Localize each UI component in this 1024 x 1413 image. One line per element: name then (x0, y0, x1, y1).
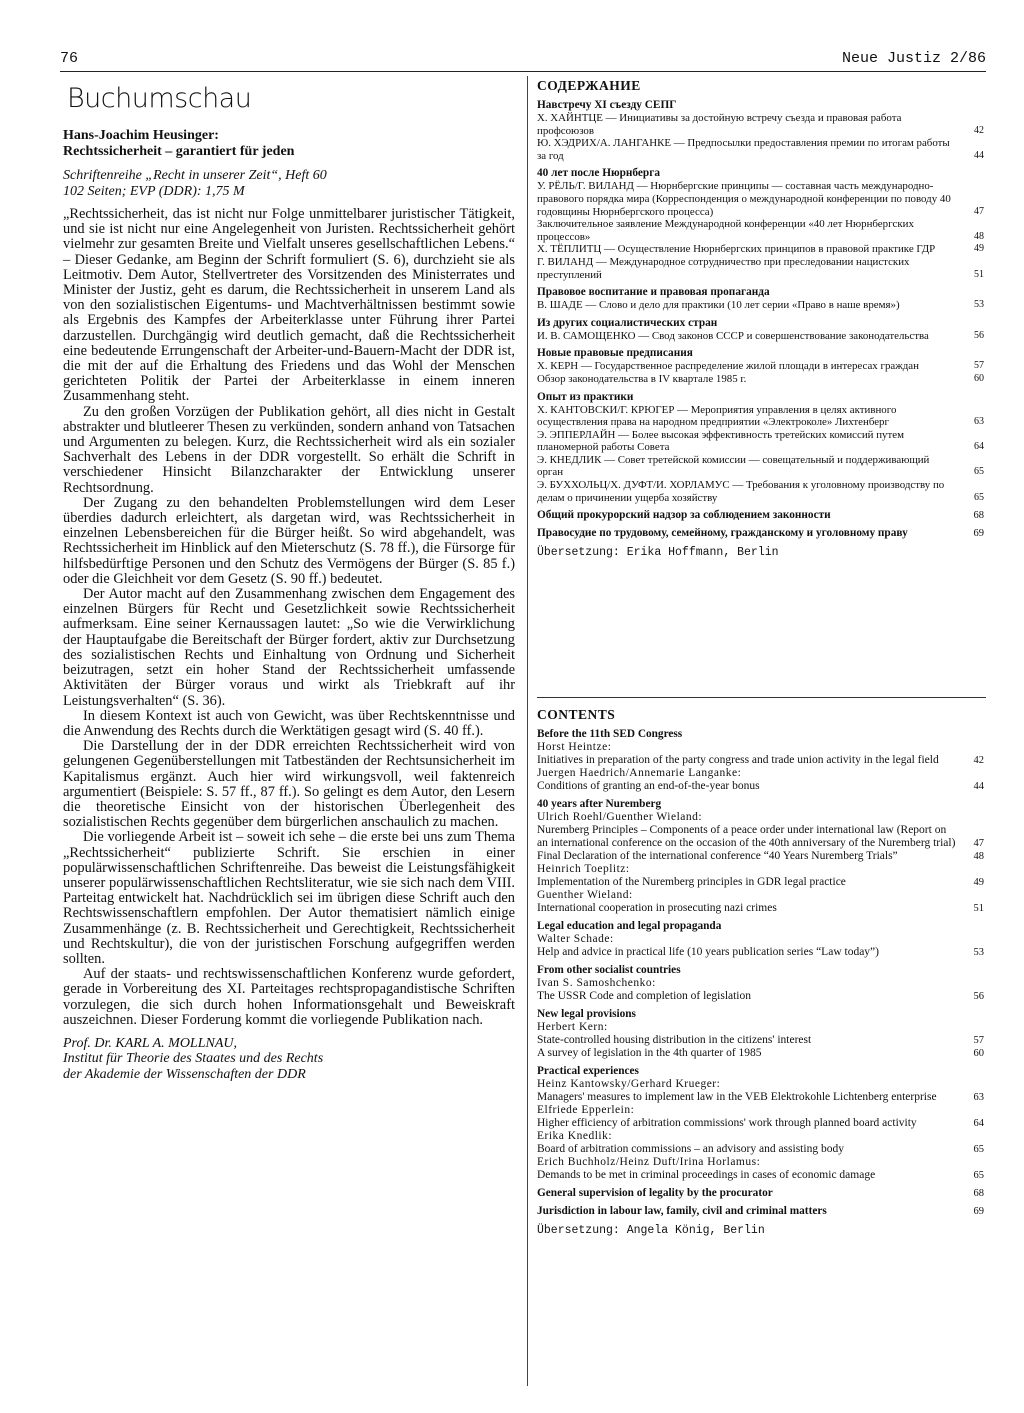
page-ref: 68 (973, 1188, 984, 1199)
page-ref: 49 (974, 243, 984, 255)
toc-section: Новые правовые предписания (537, 347, 693, 360)
page-ref: 42 (974, 124, 984, 136)
toc-item: Heinrich Toeplitz: Implementation of the Nuremberg principles in GDR legal practice 49 (537, 863, 984, 888)
toc-section: Общий прокурорский надзор за соблюдением законности 68 (537, 509, 984, 522)
review-body (63, 207, 515, 1028)
toc-item: Herbert Kern: State-controlled housing distribution in the citizens' interest 57 (537, 1021, 984, 1046)
reviewer-academy: der Akademie der Wissenschaften der DDR (63, 1066, 306, 1082)
contents-separator (537, 697, 986, 698)
toc-author: Elfriede Epperlein: (537, 1104, 635, 1116)
toc-section: 40 years after Nuremberg (537, 798, 662, 810)
toc-item: Heinz Kantowsky/Gerhard Krueger: Managers' measures to implement law in the VEB Elektrokohle Lichtenberg enterprise 63 (537, 1078, 984, 1103)
toc-section: Jurisdiction in labour law, family, civil and criminal matters 69 (537, 1205, 984, 1217)
page-ref: 57 (973, 1035, 984, 1046)
page-ref: 68 (973, 510, 984, 522)
page-ref: 48 (974, 230, 984, 242)
book-meta: 102 Seiten; EVP (DDR): 1,75 M (63, 184, 245, 199)
toc-section: Legal education and legal propaganda (537, 920, 722, 932)
page-ref: 53 (973, 947, 984, 958)
page-ref: 47 (974, 205, 984, 217)
page-ref: 65 (973, 1144, 984, 1155)
reviewer-name: Prof. Dr. KARL A. MOLLNAU, (63, 1035, 237, 1051)
toc-author: Erika Knedlik: (537, 1130, 613, 1142)
toc-item: Обзор законодательства в IV квартале 1985 г. 60 (537, 372, 984, 385)
toc-item: Horst Heintze: Initiatives in preparation of the party congress and trade union activity in the legal field 42 (537, 741, 984, 766)
translator-credit: Übersetzung: Angela König, Berlin (537, 1224, 765, 1237)
toc-section: New legal provisions (537, 1008, 636, 1020)
toc-item: Э. КНЕДЛИК — Совет третейской комиссии — совещательный и поддерживающий орган 65 (537, 453, 984, 479)
toc-section: From other socialist countries (537, 964, 681, 976)
journal-issue: Neue Justiz 2/86 (841, 50, 986, 67)
paragraph: Zu den großen Vorzügen der Publikation gehört, all dies nicht in Gestalt abstrakter und blutleerer Thesen zu verkünden, sondern anhand von Tatsachen und Argumenten zu belegen. Kurz, die Rechtssicherheit wird als ein sozialer Sachverhalt des Lebens in der DDR vorgestellt. So erhält die Schrift in verschiedener Hinsicht Bilanzcharakter der Entwicklung unserer Rechtsordnung. (63, 403, 515, 496)
toc-section: Practical experiences (537, 1065, 639, 1077)
toc-section: General supervision of legality by the procurator 68 (537, 1187, 984, 1199)
page-ref: 51 (973, 903, 984, 914)
toc-section: Опыт из практики (537, 390, 634, 403)
toc-item: У. РЁЛЬ/Г. ВИЛАНД — Нюрнбергские принципы — составная часть международно-правового порядка мира (Корреспонденция о международной конференции по поводу 40 годовщины Нюрнбергского процесса) 47 (537, 180, 984, 218)
toc-author: Ivan S. Samoshchenko: (537, 977, 656, 989)
page-ref: 64 (974, 441, 984, 453)
toc-section: Before the 11th SED Congress (537, 728, 683, 740)
reviewer-institute: Institut für Theorie des Staates und des Rechts (63, 1051, 324, 1067)
page-ref: 48 (973, 851, 984, 862)
paragraph: Der Autor macht auf den Zusammenhang zwischen dem Engagement des einzelnen Bürgers für Recht und Gesetzlichkeit sowie Rechtssicherheit aufmerksam. Eine seiner Kernaussagen lautet: „So wie die Verwirklichung der Hauptaufgabe die Bereitschaft der Bürger fordert, aktiv zur Durchsetzung des sozialistischen Rechts und Einhaltung von Ordnung und Sicherheit beizutragen, setzt ein hoher Stand der Rechtssicherheit umfassende Aktivitäten der Bürger voraus und wirkt als Triebkraft auf ihr Leistungsverhalten“ (S. 36). (63, 586, 515, 709)
page-ref: 53 (974, 299, 984, 311)
book-author: Hans-Joachim Heusinger: (63, 128, 219, 143)
toc-author: Heinz Kantowsky/Gerhard Krueger: (537, 1078, 721, 1090)
page-ref: 56 (974, 329, 984, 341)
toc-item: Walter Schade: Help and advice in practical life (10 years publication series “Law today”) 53 (537, 933, 984, 958)
page-ref: 57 (974, 360, 984, 372)
book-series: Schriftenreihe „Recht in unserer Zeit“, Heft 60 (63, 168, 327, 183)
paragraph: In diesem Kontext ist auch von Gewicht, was über Rechtskenntnisse und die Anwendung des Rechts durch die Werktätigen gesagt wird (S. 40 ff.). (63, 707, 515, 739)
toc-item: Заключительное заявление Международной конференции «40 лет Нюрнбергских процессов» 48 (537, 218, 984, 243)
book-review (63, 84, 515, 1082)
toc-section: Правовое воспитание и правовая пропаганда (537, 286, 770, 299)
toc-item: Э. БУХХОЛЬЦ/Х. ДУФТ/И. ХОРЛАМУС — Требования к уголовному производству по делам о причинении ущерба хозяйству 65 (537, 479, 984, 504)
toc-item: Erich Buchholz/Heinz Duft/Irina Horlamus: Demands to be met in criminal proceedings in cases of economic damage 65 (537, 1156, 984, 1181)
toc-item: A survey of legislation in the 4th quarter of 1985 60 (537, 1047, 984, 1059)
toc-item: Guenther Wieland: International cooperation in prosecuting nazi crimes 51 (537, 889, 984, 914)
paragraph: Der Zugang zu den behandelten Problemstellungen wird dem Leser überdies dadurch erleichtert, als dargetan wird, was Rechtssicherheit in einzelnen Lebensbereichen für die Bürger heißt. So wird abgehandelt, was Rechtssicherheit im Hinblick auf den Mieterschutz (S. 78 ff.), die Fürsorge für hilfsbedürftige Personen und den Schutz des Vermögens der Bürger (S. 85 f.) oder die Gleichheit vor dem Gesetz (S. 90 ff.) bedeutet. (63, 494, 515, 587)
page-ref: 65 (974, 491, 984, 503)
toc-author: Juergen Haedrich/Annemarie Langanke: (537, 767, 742, 779)
page-ref: 56 (973, 991, 984, 1002)
page-ref: 44 (974, 149, 984, 161)
toc-item: Final Declaration of the international conference “40 Years Nuremberg Trials” 48 (537, 850, 984, 862)
page-ref: 65 (973, 1170, 984, 1181)
toc-author: Erich Buchholz/Heinz Duft/Irina Horlamus: (537, 1156, 761, 1168)
toc-item: Elfriede Epperlein: Higher efficiency of arbitration commissions' work through planned board activity 64 (537, 1104, 984, 1129)
toc-item: Х. ТЁПЛИТЦ — Осуществление Нюрнбергских принципов в правовой практике ГДР 49 (537, 243, 984, 256)
page-ref: 44 (973, 781, 984, 792)
toc-item: И. В. САМОЩЕНКО — Свод законов СССР и совершенствование законодательства 56 (537, 329, 984, 342)
page-ref: 51 (974, 268, 984, 280)
header-rule (60, 71, 986, 72)
page-ref: 42 (973, 755, 984, 766)
page-ref: 69 (973, 528, 984, 540)
translator-credit: Übersetzung: Erika Hoffmann, Berlin (537, 546, 779, 560)
toc-item: Г. ВИЛАНД — Международное сотрудничество при преследовании нацистских преступлений 51 (537, 255, 984, 281)
toc-item: Х. КЕРН — Государственное распределение жилой площади в интересах граждан 57 (537, 360, 984, 373)
toc-item: Х. КАНТОВСКИ/Г. КРЮГЕР — Мероприятия управления в целях активного осуществления права на народном предприятии «Электроколе» Лихтенберг 63 (537, 403, 984, 429)
toc-author: Guenther Wieland: (537, 889, 633, 901)
contents-russian (537, 78, 986, 560)
reviewer-signature (63, 1036, 515, 1083)
page-number: 76 (60, 50, 79, 67)
toc-item: Juergen Haedrich/Annemarie Langanke: Conditions of granting an end-of-the-year bonus 44 (537, 767, 984, 792)
toc-section: Навстречу XI съезду СЕПГ (537, 99, 677, 111)
toc-item: Ю. ХЭДРИХ/А. ЛАНГАНКЕ — Предпосылки предоставления премии по итогам работы за год 44 (537, 137, 984, 162)
toc-item: Х. ХАЙНТЦЕ — Инициативы за достойную встречу съезда и правовая работа профсоюзов 42 (537, 112, 984, 137)
toc-author: Herbert Kern: (537, 1021, 608, 1033)
toc-item: Erika Knedlik: Board of arbitration commissions – an advisory and assisting body 65 (537, 1130, 984, 1155)
section-title: Buchumschau (67, 83, 252, 114)
page-ref: 63 (974, 416, 984, 428)
contents-title: СОДЕРЖАНИЕ (537, 78, 641, 93)
page-ref: 64 (973, 1118, 984, 1129)
toc-item: Э. ЭППЕРЛАЙН — Более высокая эффективность третейских комиссий путем планомерной работы Совета 64 (537, 428, 984, 454)
toc-author: Heinrich Toeplitz: (537, 863, 630, 875)
toc-item: Ulrich Roehl/Guenther Wieland: Nuremberg Principles – Components of a peace order under international law (Report on an international conference on the occasion of the 40th anniversary of the Nuremberg trial) 47 (537, 811, 984, 849)
toc-author: Horst Heintze: (537, 741, 612, 753)
page-ref: 49 (973, 877, 984, 888)
column-divider (527, 76, 528, 1386)
page-ref: 60 (974, 372, 984, 384)
page-ref: 69 (973, 1206, 984, 1217)
paragraph: Auf der staats- und rechtswissenschaftlichen Konferenz wurde gefordert, gerade in Vorbereitung des XI. Parteitages rechtspropagandistische Schriften vorzulegen, die sich durch hohen Informationsgehalt und Beweiskraft auszeichnen. Dieser Forderung kommt die vorliegende Publikation nach. (63, 966, 515, 1028)
page-header (60, 50, 986, 70)
toc-author: Walter Schade: (537, 933, 614, 945)
page-ref: 60 (973, 1048, 984, 1059)
contents-title: CONTENTS (537, 707, 616, 722)
toc-item: В. ШАДЕ — Слово и дело для практики (10 лет серии «Право в наше время») 53 (537, 299, 984, 312)
toc-section: 40 лет после Нюрнберга (537, 167, 660, 180)
paragraph: Die vorliegende Arbeit ist – soweit ich sehe – die erste bei uns zum Thema „Rechtssicherheit“ publizierte Schrift. Sie erschien in einer populärwissenschaftlichen Schriftenreihe. Das beweist die Leistungsfähigkeit unserer populärwissenschaftlichen Rechtsliteratur, wie sie sich nach dem VIII. Parteitag entwickelt hat. Nachdrücklich sei im übrigen diese Schrift auch den Rechtswissenschaftlern empfohlen. Der Autor thematisiert nämlich einige Zusammenhänge (z. B. Rechtssicherheit und Gerechtigkeit, Rechtssicherheit und Rechtskultur), die von der juristischen Forschung aufgegriffen werden sollten. (63, 829, 515, 967)
toc-item: Ivan S. Samoshchenko: The USSR Code and completion of legislation 56 (537, 977, 984, 1002)
contents-english (537, 707, 986, 1238)
paragraph: Die Darstellung der in der DDR erreichten Rechtssicherheit wird von gelungenen Gegenüberstellungen mit Tatbeständen der Rechtsunsicherheit im Kapitalismus ergänzt. Auch hier wird wirkungsvoll, weil faktenreich argumentiert (Beispiele: S. 57 ff., 87 ff.). So gelingt es dem Autor, den Lesern die theoretische Einsicht von der historischen Überlegenheit des sozialistischen Rechts gegenüber dem bürgerlichen anschaulich zu machen. (63, 738, 515, 831)
paragraph: „Rechtssicherheit, das ist nicht nur Folge unmittelbarer juristischer Tätigkeit, und sie ist nicht nur eine Angelegenheit von Juristen. Rechtssicherheit gehört vielmehr zur gesamten Breite und Vielfalt unseres gesellschaftlichen Lebens.“ – Dieser Gedanke, am Beginn der Schrift formuliert (S. 6), durchzieht sie als Leitmotiv. Dem Autor, Stellvertreter des Vorsitzenden des Ministerrates und Minister der Justiz, geht es darum, die Rechtssicherheit in unserem Land als von den sozialistischen Eigentums- und Machtverhältnissen bestimmt sowie als Ergebnis des Kampfes der Arbeiterklasse unter Führung ihrer Partei darzustellen. Durchgängig wird deutlich gemacht, daß die Rechtssicherheit eine bedeutende Errungenschaft der Arbeiter-und-Bauern-Macht der DDR ist, die mit der auf die Erhaltung des Friedens und das Wohl der Menschen gerichteten Politik der Partei der Arbeiterklasse in einem inneren Zusammenhang steht. (63, 206, 515, 405)
book-title: Rechtssicherheit – garantiert für jeden (63, 144, 295, 159)
toc-author: Ulrich Roehl/Guenther Wieland: (537, 811, 703, 823)
page-ref: 63 (973, 1092, 984, 1103)
toc-section: Из других социалистических стран (537, 316, 718, 329)
page-ref: 47 (973, 838, 984, 849)
toc-section: Правосудие по трудовому, семейному, гражданскому и уголовному праву 69 (537, 527, 984, 540)
page-ref: 65 (974, 466, 984, 478)
